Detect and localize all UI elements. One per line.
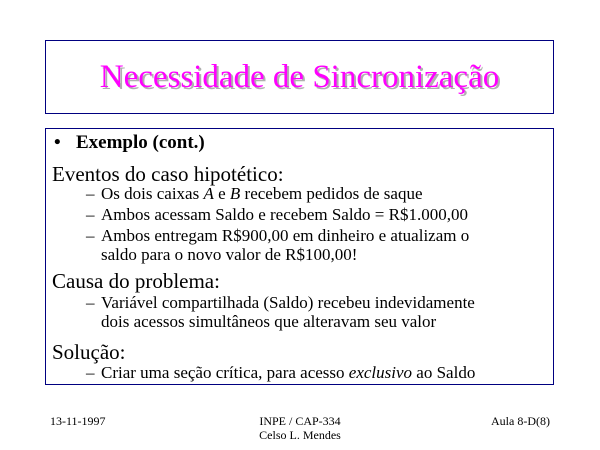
footer-course-info	[200, 414, 400, 442]
section-title-eventos: Eventos do caso hipotético:	[52, 162, 284, 186]
footer-course: INPE / CAP-334	[259, 414, 341, 428]
dash-icon: –	[86, 226, 95, 245]
sub-item-5-pre: Criar uma seção crítica, para acesso	[101, 363, 349, 382]
heading-text: Exemplo (cont.)	[76, 132, 205, 153]
dash-icon: –	[86, 184, 95, 203]
sub-item-5-em: exclusivo	[348, 363, 413, 382]
content-box	[45, 128, 554, 385]
sub-item-3	[86, 226, 469, 246]
sub-item-1-pre: Os dois caixas	[101, 184, 204, 203]
sub-item-5-post: ao Saldo	[412, 363, 476, 382]
dash-icon: –	[86, 205, 95, 224]
footer-page: Aula 8-D(8)	[491, 414, 550, 428]
section-title-solucao: Solução:	[52, 340, 126, 364]
slide-title: Necessidade de Sincronização	[99, 58, 500, 95]
sub-item-1-mid: e	[213, 184, 230, 203]
title-box	[45, 40, 554, 114]
sub-item-3-line-2: saldo para o novo valor de R$100,00!	[101, 245, 358, 264]
section-title-causa: Causa do problema:	[52, 269, 220, 293]
sub-item-2-text: Ambos acessam Saldo e recebem Saldo = R$1.000,00	[101, 205, 468, 224]
sub-item-2	[86, 205, 468, 225]
sub-item-4-line-1: Variável compartilhada (Saldo) recebeu indevidamente	[101, 293, 475, 312]
sub-item-5	[86, 363, 475, 383]
sub-item-1	[86, 184, 423, 204]
sub-item-4-line-2: dois acessos simultâneos que alteravam seu valor	[101, 312, 437, 331]
bullet-heading	[54, 132, 205, 154]
footer-author: Celso L. Mendes	[259, 428, 341, 442]
footer-date: 13-11-1997	[50, 414, 106, 428]
sub-item-1-em-a: A	[203, 184, 214, 203]
sub-item-1-post: recebem pedidos de saque	[240, 184, 423, 203]
sub-item-4	[86, 293, 475, 313]
sub-item-1-em-b: B	[229, 184, 241, 203]
dash-icon: –	[86, 363, 95, 382]
bullet-icon: •	[54, 132, 61, 153]
sub-item-3-line-1: Ambos entregam R$900,00 em dinheiro e atualizam o	[101, 226, 470, 245]
dash-icon: –	[86, 293, 95, 312]
